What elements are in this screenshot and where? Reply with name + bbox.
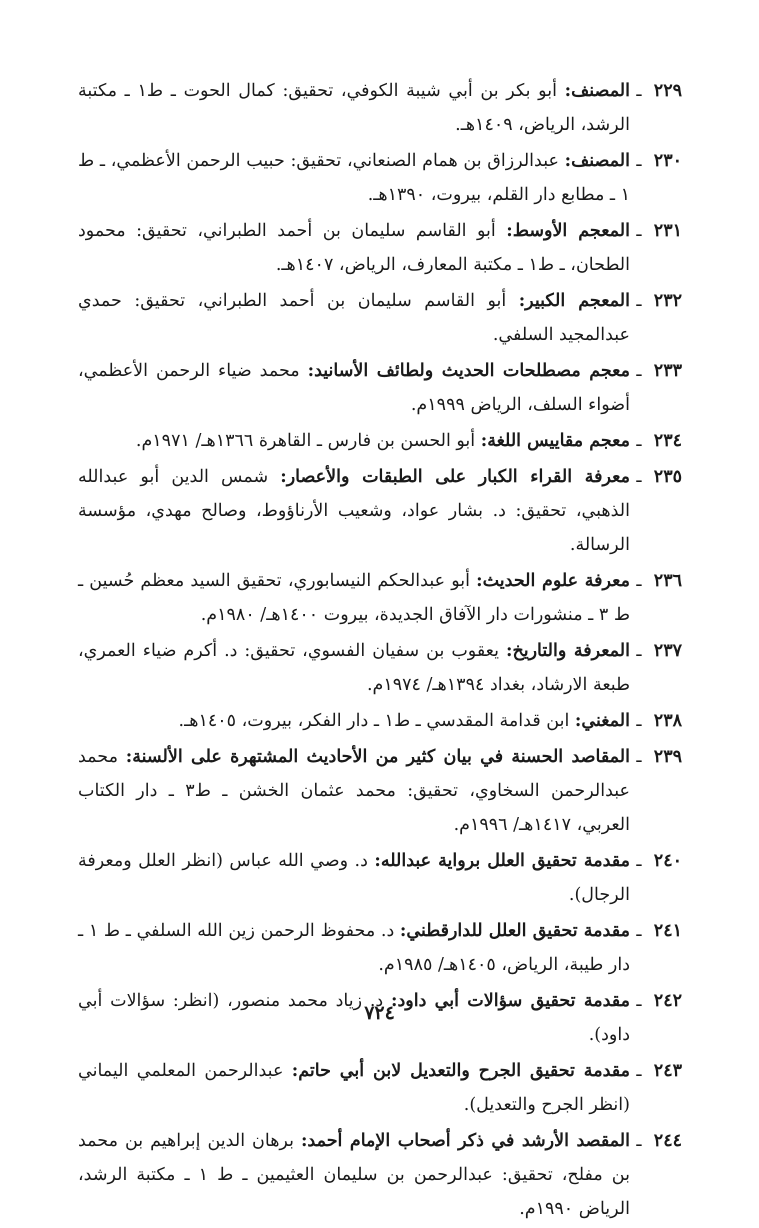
entry-text: أبو الحسن بن فارس ـ القاهرة ١٣٦٦هـ/ ١٩٧١م. [135, 431, 476, 451]
entry-text: أبو عبدالحكم النيسابوري، تحقيق السيد معظم حُسين ـ ط ٣ ـ منشورات دار الآفاق الجديدة، بيروت ١٤٠٠هـ/ ١٩٨٠م. [78, 571, 630, 625]
entry-title: المعجم الكبير: [518, 291, 630, 311]
entry-text: محمد عبدالرحمن السخاوي، تحقيق: محمد عثمان الخشن ـ ط٣ ـ دار الكتاب العربي، ١٤١٧هـ/ ١٩٩٦م. [78, 747, 630, 835]
entry-title: المقصد الأرشد في ذكر أصحاب الإمام أحمد: [300, 1131, 630, 1151]
entry-number: ٢٤١ [653, 921, 682, 941]
bibliography-entry-232 [78, 284, 682, 352]
entry-number: ٢٣٧ [653, 641, 682, 661]
bibliography-entry-229 [78, 74, 682, 142]
entry-dash: ـ [636, 571, 642, 591]
entry-number: ٢٢٩ [653, 81, 682, 101]
entry-number: ٢٣٥ [653, 467, 682, 487]
entry-title: المصنف: [564, 151, 630, 171]
entry-title: المغني: [574, 711, 630, 731]
entry-dash: ـ [636, 641, 642, 661]
entry-text: د. محفوظ الرحمن زين الله السلفي ـ ط ١ ـ دار طيبة، الرياض، ١٤٠٥هـ/ ١٩٨٥م. [78, 921, 630, 975]
entry-dash: ـ [636, 711, 642, 731]
entry-title: مقدمة تحقيق الجرح والتعديل لابن أبي حاتم: [291, 1061, 630, 1081]
page-number: ٧٢٤ [364, 1002, 395, 1024]
entry-dash: ـ [636, 747, 642, 767]
bibliography-entry-243 [78, 1054, 682, 1122]
entry-text: شمس الدين أبو عبدالله الذهبي، تحقيق: د. بشار عواد، وشعيب الأرناؤوط، وصالح مهدي، مؤسسة الرسالة. [78, 467, 630, 555]
entry-dash: ـ [636, 291, 642, 311]
entry-title: المصنف: [564, 81, 630, 101]
entry-title: معجم مقاييس اللغة: [480, 431, 630, 451]
entry-dash: ـ [636, 81, 642, 101]
entry-title: معرفة القراء الكبار على الطبقات والأعصار: [280, 467, 630, 487]
bibliography-entry-235 [78, 460, 682, 562]
entry-title: مقدمة تحقيق سؤالات أبي داود: [391, 991, 630, 1011]
entry-dash: ـ [636, 151, 642, 171]
entry-text: أبو بكر بن أبي شيبة الكوفي، تحقيق: كمال الحوت ـ ط١ ـ مكتبة الرشد، الرياض، ١٤٠٩هـ. [78, 81, 630, 135]
entry-dash: ـ [636, 1131, 642, 1151]
entry-title: المقاصد الحسنة في بيان كثير من الأحاديث المشتهرة على الألسنة: [125, 747, 630, 767]
entry-text: أبو القاسم سليمان بن أحمد الطبراني، تحقيق: حمدي عبدالمجيد السلفي. [78, 291, 630, 345]
entry-title: مقدمة تحقيق العلل للدارقطني: [399, 921, 630, 941]
entry-dash: ـ [636, 431, 642, 451]
entry-text: يعقوب بن سفيان الفسوي، تحقيق: د. أكرم ضياء العمري، طبعة الارشاد، بغداد ١٣٩٤هـ/ ١٩٧٤م. [78, 641, 630, 695]
entry-text: برهان الدين إبراهيم بن محمد بن مفلح، تحقيق: عبدالرحمن بن سليمان العثيمين ـ ط ١ ـ مكتبة الرشد، الرياض ١٩٩٠م. [78, 1131, 630, 1219]
entry-text: د. زياد محمد منصور، (انظر: سؤالات أبي داود). [78, 991, 630, 1045]
bibliography-entry-244 [78, 1124, 682, 1226]
entry-number: ٢٣٢ [653, 291, 682, 311]
bibliography-list [78, 74, 682, 1228]
entry-number: ٢٤٣ [653, 1061, 682, 1081]
bibliography-entry-234 [78, 424, 682, 458]
bibliography-entry-236 [78, 564, 682, 632]
bibliography-entry-241 [78, 914, 682, 982]
entry-number: ٢٤٢ [653, 991, 682, 1011]
entry-text: ابن قدامة المقدسي ـ ط١ ـ دار الفكر، بيروت، ١٤٠٥هـ. [178, 711, 570, 731]
bibliography-entry-239 [78, 740, 682, 842]
entry-number: ٢٣٦ [653, 571, 682, 591]
entry-number: ٢٣١ [653, 221, 682, 241]
entry-text: محمد ضياء الرحمن الأعظمي، أضواء السلف، الرياض ١٩٩٩م. [78, 361, 630, 415]
entry-number: ٢٣٤ [653, 431, 682, 451]
bibliography-entry-240 [78, 844, 682, 912]
entry-text: عبدالرحمن المعلمي اليماني (انظر الجرح والتعديل). [78, 1061, 630, 1115]
entry-text: أبو القاسم سليمان بن أحمد الطبراني، تحقيق: محمود الطحان، ـ ط١ ـ مكتبة المعارف، الرياض، ١٤٠٧هـ. [78, 221, 630, 275]
entry-number: ٢٣٣ [653, 361, 682, 381]
bibliography-entry-237 [78, 634, 682, 702]
entry-title: معرفة علوم الحديث: [476, 571, 630, 591]
entry-dash: ـ [636, 851, 642, 871]
bibliography-entry-231 [78, 214, 682, 282]
entry-dash: ـ [636, 1061, 642, 1081]
entry-dash: ـ [636, 361, 642, 381]
entry-title: مقدمة تحقيق العلل برواية عبدالله: [374, 851, 630, 871]
entry-dash: ـ [636, 221, 642, 241]
entry-text: د. وصي الله عباس (انظر العلل ومعرفة الرجال). [78, 851, 630, 905]
bibliography-entry-230 [78, 144, 682, 212]
entry-text: عبدالرزاق بن همام الصنعاني، تحقيق: حبيب الرحمن الأعظمي، ـ ط ١ ـ مطابع دار القلم، بيروت، ١٣٩٠هـ. [78, 151, 630, 205]
entry-title: معجم مصطلحات الحديث ولطائف الأسانيد: [307, 361, 630, 381]
entry-number: ٢٣٨ [653, 711, 682, 731]
entry-dash: ـ [636, 467, 642, 487]
entry-number: ٢٤٠ [653, 851, 682, 871]
entry-number: ٢٣٩ [653, 747, 682, 767]
entry-number: ٢٣٠ [653, 151, 682, 171]
entry-number: ٢٤٤ [653, 1131, 682, 1151]
bibliography-entry-238 [78, 704, 682, 738]
entry-dash: ـ [636, 991, 642, 1011]
entry-dash: ـ [636, 921, 642, 941]
entry-title: المعجم الأوسط: [506, 221, 630, 241]
bibliography-entry-233 [78, 354, 682, 422]
entry-title: المعرفة والتاريخ: [505, 641, 630, 661]
